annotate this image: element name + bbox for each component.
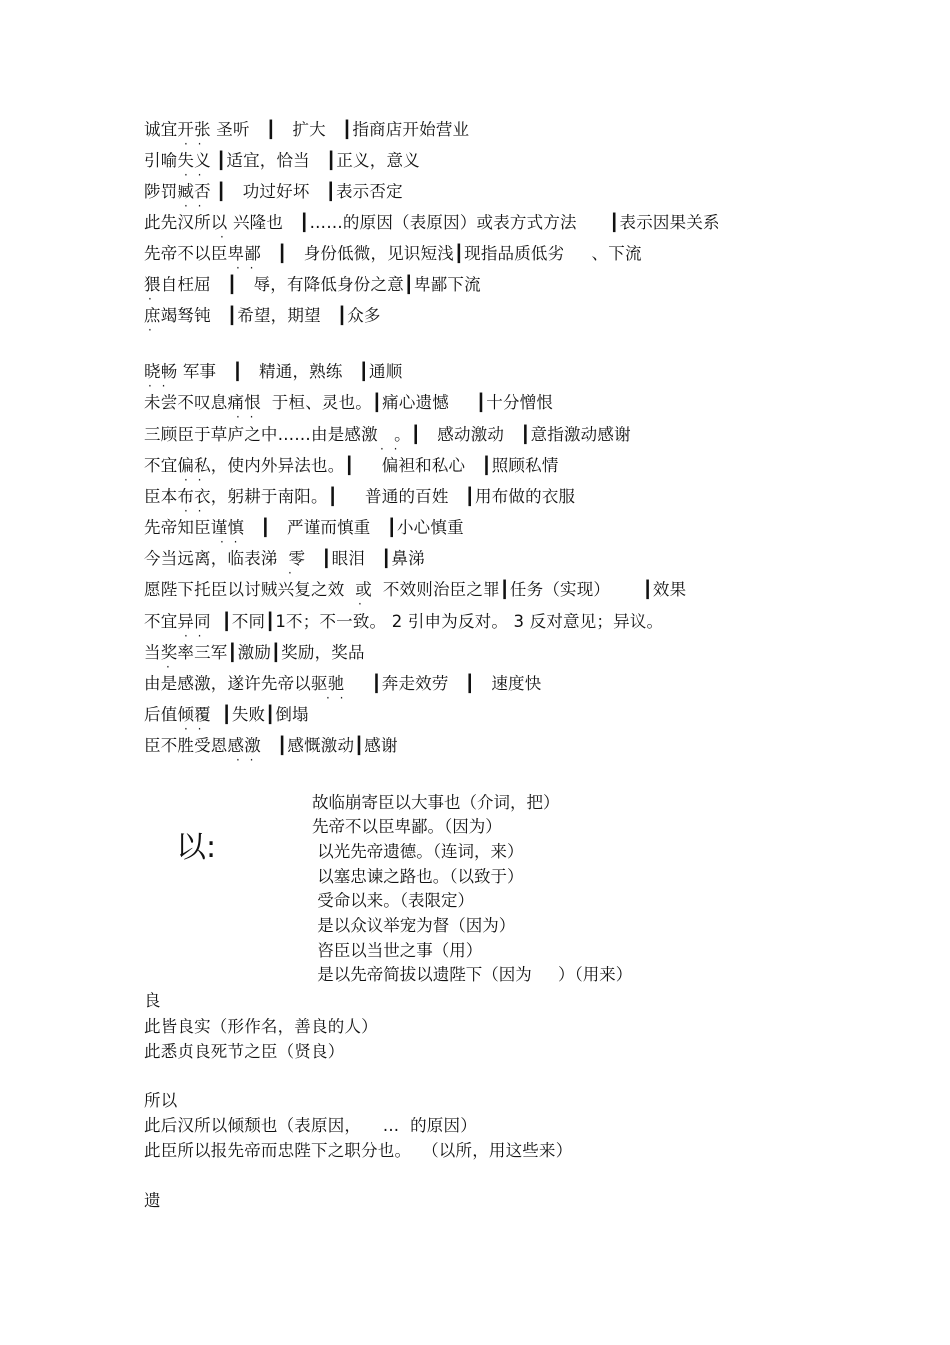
liang-item: 此皆良实（形作名，善良的人） [144,1017,378,1036]
emphasis-dots: · · [148,379,169,393]
suoyi-item: 此臣所以报先帝而忠陛下之职分也。 （以所，用这些来） [144,1141,573,1160]
yi-item: 是以先帝简拔以遗陛下（因为 ）（用来） [312,965,633,984]
emphasis-dots: · · [184,473,205,487]
emphasis-dots: · · [184,629,205,643]
emphasis-dots: · [358,597,365,611]
emphasis-dots: · · [184,137,205,151]
vocab-line: 不宜偏私，使内外异法也。┃ 偏袒和私心 ┃照顾私情 [144,456,559,475]
liang-item: 此悉贞良死节之臣（贤良） [144,1042,345,1061]
emphasis-dots: · · [184,168,205,182]
yi-heading: 以: [176,830,217,865]
vocab-line: 陟罚臧否 ┃ 功过好坏 ┃表示否定 [144,182,403,201]
emphasis-dots: · · [220,535,241,549]
suoyi-item: 此后汉所以倾颓也（表原因， ... 的原因） [144,1116,477,1135]
vocab-line: 诚宜开张 圣听 ┃ 扩大 ┃指商店开始营业 [144,120,470,139]
suoyi-heading: 所以 [144,1091,178,1110]
emphasis-dots: · [220,230,227,244]
yi-item: 是以众议举宠为督（因为） [312,916,516,935]
vocab-line: 先帝知臣谨慎 ┃ 严谨而慎重 ┃小心慎重 [144,518,464,537]
emphasis-dots: · [148,323,155,337]
emphasis-dots: · [288,566,295,580]
vocab-line: 当奖率三军┃激励┃奖励，奖品 [144,643,365,662]
emphasis-dots: · · [184,199,205,213]
liang-heading: 良 [144,991,161,1010]
vocab-line: 不宜异同 ┃不同┃1不；不一致。 2 引申为反对。 3 反对意见；异议。 [144,612,664,631]
emphasis-dots: · · [236,410,257,424]
vocab-line: 引喻失义 ┃适宜，恰当 ┃正义，意义 [144,151,420,170]
emphasis-dots: · · [326,691,347,705]
vocab-line: 愿陛下托臣以讨贼兴复之效 或 不效则治臣之罪┃任务（实现） ┃效果 [144,580,687,599]
emphasis-dots: · · [380,442,401,456]
yi-item: 以塞忠谏之路也。（以致于） [312,867,524,886]
vocab-line: 臣不胜受恩感激 ┃感慨激动┃感谢 [144,736,398,755]
vocab-line: 今当远离，临表涕 零 ┃眼泪 ┃鼻涕 [144,549,425,568]
yi-item: 受命以来。（表限定） [312,891,474,910]
vocab-line: 由是感激，遂许先帝以驱驰 ┃奔走效劳 ┃ 速度快 [144,674,542,693]
vocab-line: 此先汉所以 兴隆也 ┃……的原因（表原因）或表方式方法 ┃表示因果关系 [144,213,720,232]
vocab-line: 臣本布衣，躬耕于南阳。┃ 普通的百姓 ┃用布做的衣服 [144,487,576,506]
emphasis-dots: · · [236,261,257,275]
vocab-line: 先帝不以臣卑鄙 ┃ 身份低微，见识短浅┃现指品质低劣 、下流 [144,244,642,263]
vocab-line: 猥自枉屈 ┃ 辱，有降低身份之意┃卑鄙下流 [144,275,481,294]
yi-item: 先帝不以臣卑鄙。（因为） [312,817,502,836]
vocab-line: 晓畅 军事 ┃ 精通，熟练 ┃通顺 [144,362,403,381]
yi2-heading: 遗 [144,1191,161,1210]
vocab-line: 庶竭驽钝 ┃希望，期望 ┃众多 [144,306,381,325]
vocab-line: 三顾臣于草庐之中……由是感激 。┃ 感动激动 ┃意指激动感谢 [144,425,631,444]
vocab-line: 后值倾覆 ┃失败┃倒塌 [144,705,309,724]
emphasis-dots: · [166,660,173,674]
yi-item: 咨臣以当世之事（用） [312,941,483,960]
emphasis-dots: · · [184,504,205,518]
vocab-line: 未尝不叹息痛恨 于桓、灵也。┃痛心遗憾 ┃十分憎恨 [144,393,554,412]
yi-item: 以光先帝遗德。（连词，来） [312,842,524,861]
emphasis-dots: · [148,292,155,306]
emphasis-dots: · · [236,753,257,767]
yi-item: 故临崩寄臣以大事也（介词，把） [312,793,560,812]
emphasis-dots: · · [184,722,205,736]
